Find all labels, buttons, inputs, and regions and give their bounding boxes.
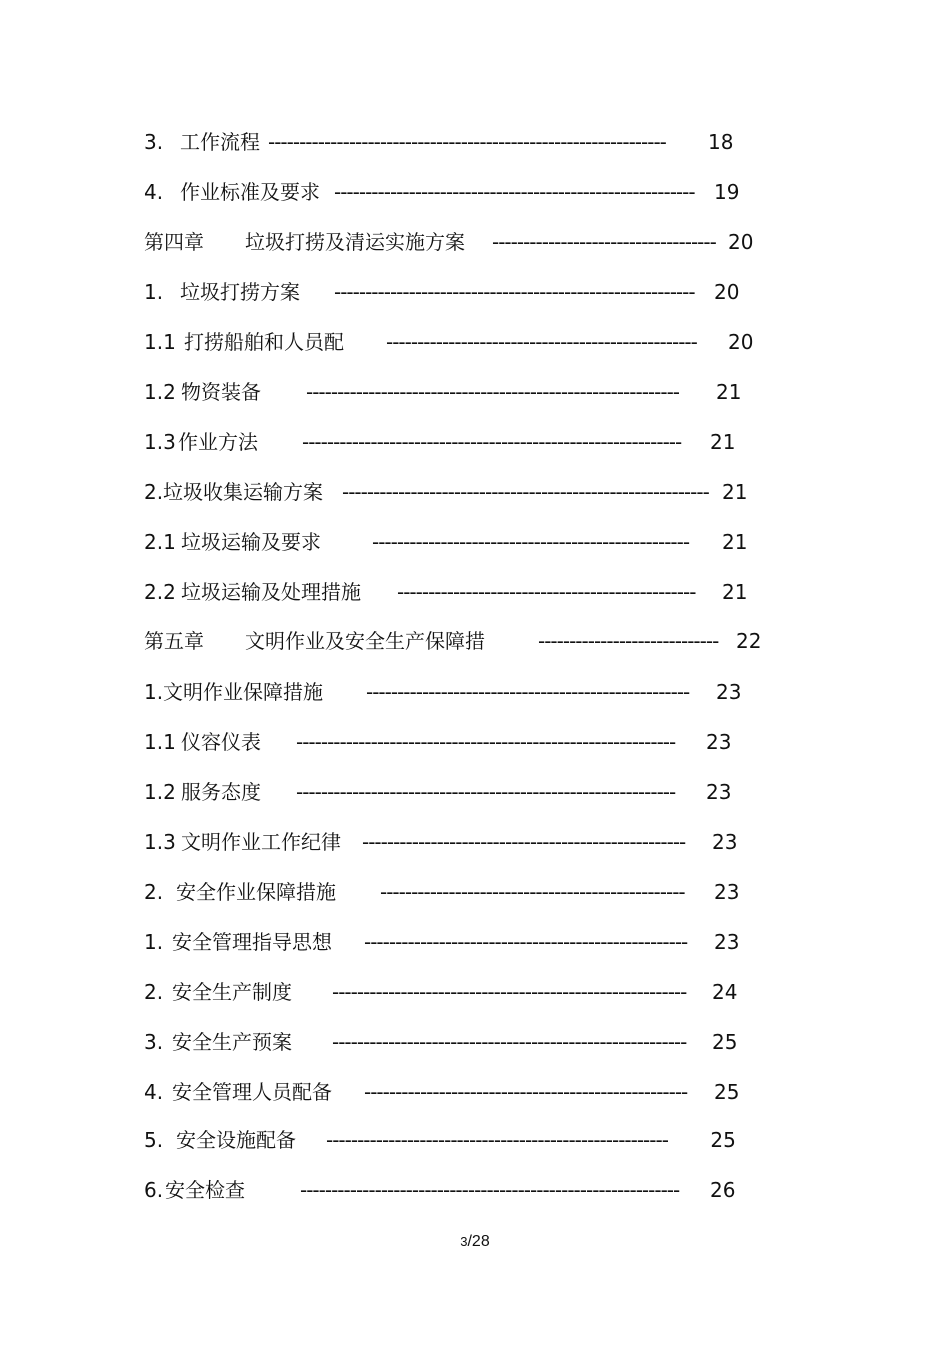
toc-entry-title: 安全管理指导思想 — [172, 930, 332, 954]
toc-entry-title: 工作流程 — [180, 130, 260, 154]
page-number-current: 3 — [460, 1234, 468, 1249]
toc-entry — [0, 878, 950, 906]
toc-entry-title: 安全管理人员配备 — [172, 1080, 332, 1104]
toc-entry-title: 服务态度 — [181, 780, 261, 804]
toc-entry-title: 安全生产预案 — [172, 1030, 292, 1054]
toc-entry-page: 21 — [710, 430, 736, 454]
toc-entry-page: 22 — [736, 629, 762, 653]
toc-entry-number: 1.3 — [144, 830, 176, 854]
toc-entry-number: 1. — [144, 280, 164, 304]
toc-entry-leader: ---------------------------------------------------- — [366, 680, 690, 704]
toc-entry-number: 4. — [144, 1080, 164, 1104]
toc-entry — [0, 1126, 950, 1154]
toc-entry — [0, 627, 950, 655]
toc-entry-leader: ------------------------------------------------------------- — [302, 430, 682, 454]
toc-entry-leader: ----------------------------------------------------------- — [342, 480, 709, 504]
toc-entry-number: 1. — [144, 680, 164, 704]
toc-entry-leader: ------------------------------------------------------------ — [306, 380, 680, 404]
toc-entry — [0, 728, 950, 756]
toc-entry — [0, 578, 950, 606]
toc-entry — [0, 1028, 950, 1056]
toc-entry-leader: ------------------------------------------------------------- — [296, 730, 676, 754]
toc-entry-title: 打捞船舶和人员配 — [184, 330, 344, 354]
toc-entry-page: 21 — [722, 580, 748, 604]
toc-entry-leader: ---------------------------------------------------------- — [334, 280, 695, 304]
toc-entry-leader: ------------------------------------ — [492, 230, 716, 254]
toc-entry-page: 23 — [706, 730, 732, 754]
toc-entry-leader: ---------------------------------------------------- — [364, 1080, 688, 1104]
toc-entry — [0, 328, 950, 356]
toc-entry — [0, 928, 950, 956]
toc-entry-leader: ------------------------------------------------------------- — [296, 780, 676, 804]
toc-entry-title: 安全设施配备 — [176, 1128, 296, 1152]
toc-entry-number: 1.2 — [144, 780, 176, 804]
toc-entry — [0, 778, 950, 806]
toc-entry-number: 1.2 — [144, 380, 176, 404]
toc-entry-title: 安全作业保障措施 — [176, 880, 336, 904]
toc-entry-leader: ------------------------------------------------------- — [326, 1128, 668, 1152]
toc-entry-page: 23 — [712, 830, 738, 854]
toc-entry-title: 仪容仪表 — [181, 730, 261, 754]
page-number — [0, 1232, 950, 1252]
toc-entry-title: 垃圾收集运输方案 — [163, 480, 323, 504]
toc-entry-title: 垃圾打捞及清运实施方案 — [245, 230, 465, 254]
toc-entry-number: 第四章 — [144, 230, 204, 254]
toc-entry-number: 1.1 — [144, 730, 176, 754]
toc-entry-leader: --------------------------------------------------------- — [332, 1030, 687, 1054]
toc-entry-number: 2.2 — [144, 580, 176, 604]
toc-entry-number: 第五章 — [144, 629, 204, 653]
toc-entry-title: 安全检查 — [165, 1178, 245, 1202]
toc-entry — [0, 178, 950, 206]
toc-entry-leader: -------------------------------------------------- — [386, 330, 697, 354]
toc-entry — [0, 1176, 950, 1204]
toc-entry-number: 1.1 — [144, 330, 176, 354]
toc-entry — [0, 428, 950, 456]
toc-entry-title: 文明作业工作纪律 — [181, 830, 341, 854]
toc-entry-page: 23 — [706, 780, 732, 804]
toc-entry — [0, 228, 950, 256]
toc-entry-leader: ----------------------------- — [538, 629, 719, 653]
toc-entry-page: 23 — [716, 680, 742, 704]
toc-entry-title: 作业标准及要求 — [180, 180, 320, 204]
toc-entry-page: 26 — [710, 1178, 736, 1202]
toc-entry-page: 20 — [714, 280, 740, 304]
toc-entry-page: 19 — [714, 180, 740, 204]
toc-entry — [0, 978, 950, 1006]
toc-entry — [0, 378, 950, 406]
toc-entry-number: 6. — [144, 1178, 164, 1202]
toc-entry — [0, 128, 950, 156]
toc-entry-leader: ---------------------------------------------------- — [362, 830, 686, 854]
toc-entry-title: 安全生产制度 — [172, 980, 292, 1004]
toc-entry-page: 25 — [714, 1080, 740, 1104]
toc-entry-number: 5. — [144, 1128, 164, 1152]
toc-entry-number: 4. — [144, 180, 164, 204]
toc-entry-number: 1.3 — [144, 430, 176, 454]
toc-entry-leader: ------------------------------------------------------------- — [300, 1178, 680, 1202]
toc-entry-title: 垃圾运输及要求 — [181, 530, 321, 554]
toc-entry-number: 2.1 — [144, 530, 176, 554]
toc-entry — [0, 478, 950, 506]
toc-entry-leader: ------------------------------------------------- — [380, 880, 685, 904]
toc-entry-page: 21 — [722, 480, 748, 504]
toc-entry-page: 18 — [708, 130, 734, 154]
toc-entry-leader: ---------------------------------------------------------- — [334, 180, 695, 204]
toc-entry-page: 21 — [722, 530, 748, 554]
toc-entry-leader: --------------------------------------------------------- — [332, 980, 687, 1004]
toc-entry — [0, 1078, 950, 1106]
toc-entry-page: 20 — [728, 230, 754, 254]
toc-entry-page: 20 — [728, 330, 754, 354]
toc-entry-leader: ---------------------------------------------------------------- — [268, 130, 666, 154]
toc-entry — [0, 278, 950, 306]
toc-entry-title: 垃圾运输及处理措施 — [181, 580, 361, 604]
toc-entry-title: 作业方法 — [178, 430, 258, 454]
toc-entry — [0, 828, 950, 856]
toc-entry-page: 21 — [716, 380, 742, 404]
toc-entry-number: 1. — [144, 930, 164, 954]
toc-entry-number: 3. — [144, 1030, 164, 1054]
toc-entry-leader: ---------------------------------------------------- — [364, 930, 688, 954]
page-number-total: /28 — [467, 1233, 490, 1250]
toc-entry-page: 23 — [714, 930, 740, 954]
toc-entry-title: 垃圾打捞方案 — [180, 280, 300, 304]
toc-entry-title: 物资装备 — [181, 380, 261, 404]
toc-entry-leader: --------------------------------------------------- — [372, 530, 690, 554]
toc-entry-title: 文明作业保障措施 — [163, 680, 323, 704]
toc-entry-page: 25 — [712, 1030, 738, 1054]
toc-entry-page: 23 — [714, 880, 740, 904]
toc-entry-number: 2. — [144, 880, 164, 904]
toc-entry-number: 2. — [144, 480, 164, 504]
toc-entry-leader: ------------------------------------------------ — [397, 580, 696, 604]
toc-entry-title: 文明作业及安全生产保障措 — [245, 629, 485, 653]
toc-entry — [0, 528, 950, 556]
toc-entry-number: 2. — [144, 980, 164, 1004]
toc-entry — [0, 678, 950, 706]
toc-entry-page: 25 — [704, 1128, 736, 1152]
toc-entry-page: 24 — [712, 980, 738, 1004]
toc-entry-number: 3. — [144, 130, 164, 154]
